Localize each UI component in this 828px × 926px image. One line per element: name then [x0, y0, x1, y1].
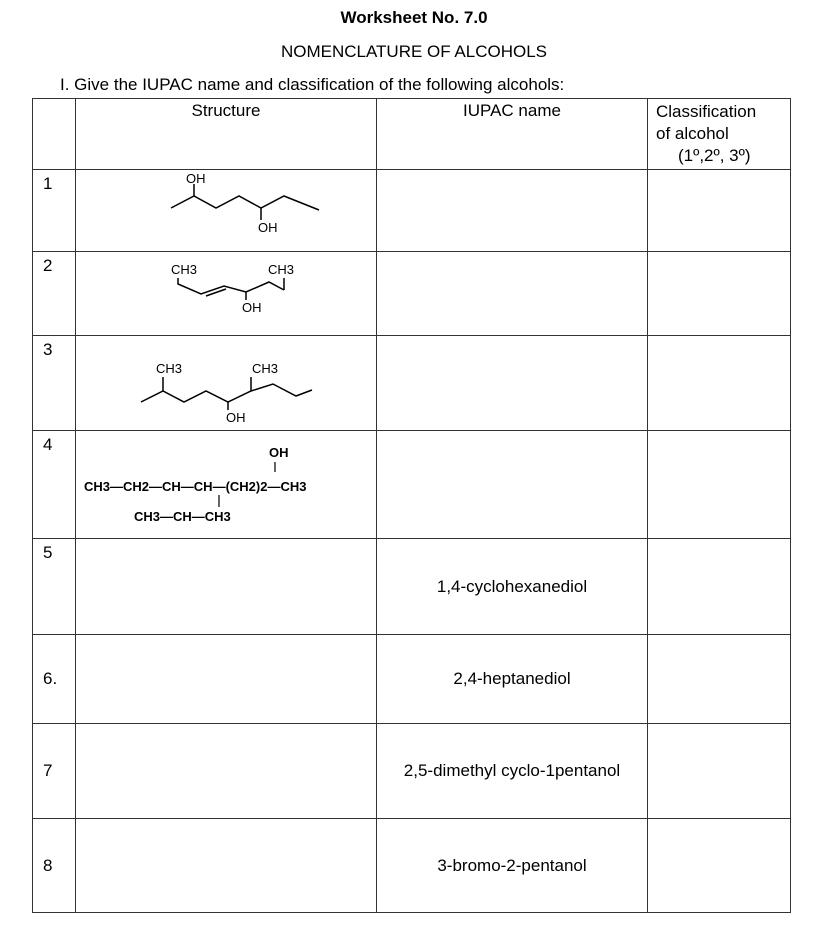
- worksheet-title: Worksheet No. 7.0: [340, 8, 488, 27]
- table-row: [33, 252, 791, 336]
- structure-cell: [76, 336, 377, 431]
- ch3-label: CH3: [252, 361, 279, 376]
- header-classification-line1: Classification: [656, 102, 757, 121]
- row-number: 2: [33, 252, 76, 336]
- classification-cell: [648, 336, 791, 431]
- table-row: [33, 170, 791, 252]
- structure-cell: [76, 539, 377, 635]
- table-row: [33, 431, 791, 539]
- row-number: 6.: [33, 635, 76, 724]
- classification-cell: [648, 539, 791, 635]
- ch3-label: CH3: [171, 262, 198, 277]
- table-row: [33, 539, 791, 635]
- iupac-name-cell: [377, 431, 648, 539]
- structure-3-drawing: [76, 336, 376, 425]
- structure-cell: [76, 724, 377, 819]
- iupac-name-cell: [377, 170, 648, 252]
- classification-cell: [648, 635, 791, 724]
- iupac-name-cell: [377, 336, 648, 431]
- ch3-label: CH3: [156, 361, 183, 376]
- iupac-name-cell: [377, 252, 648, 336]
- classification-cell: [648, 170, 791, 252]
- table-row: [33, 336, 791, 431]
- row-number: 5: [33, 539, 76, 635]
- row-number: 1: [33, 170, 76, 252]
- iupac-name-cell: 3-bromo-2-pentanol: [377, 819, 648, 913]
- header-iupac-name: IUPAC name: [377, 99, 648, 170]
- alcohol-table: [32, 98, 791, 913]
- row-number: 4: [33, 431, 76, 539]
- ch3-label: CH3: [268, 262, 295, 277]
- iupac-name-cell: 1,4-cyclohexanediol: [377, 539, 648, 635]
- structure-cell: [76, 252, 377, 336]
- header-row: [33, 99, 791, 170]
- instruction-text: I. Give the IUPAC name and classification of the following alcohols:: [60, 75, 565, 94]
- branch-formula: CH3—CH—CH3: [134, 509, 231, 524]
- oh-label: OH: [226, 410, 246, 425]
- header-classification-line3: (1º,2º, 3º): [678, 146, 751, 165]
- structure-cell: [76, 170, 377, 252]
- structure-cell: [76, 431, 377, 539]
- oh-label: OH: [242, 300, 262, 315]
- classification-cell: [648, 252, 791, 336]
- iupac-name-cell: 2,5-dimethyl cyclo-1pentanol: [377, 724, 648, 819]
- classification-cell: [648, 724, 791, 819]
- classification-cell: [648, 431, 791, 539]
- worksheet-subtitle: NOMENCLATURE OF ALCOHOLS: [280, 42, 548, 61]
- table-row: [33, 819, 791, 913]
- structure-2-drawing: [76, 252, 376, 330]
- table-row: [33, 724, 791, 819]
- structure-cell: [76, 635, 377, 724]
- table-row: [33, 635, 791, 724]
- oh-label: OH: [269, 445, 289, 460]
- oh-label: OH: [258, 220, 278, 235]
- main-chain-formula: CH3—CH2—CH—CH—(CH2)2—CH3: [84, 479, 307, 494]
- header-classification: [648, 99, 791, 170]
- row-number: 7: [33, 724, 76, 819]
- header-number-cell: [33, 99, 76, 170]
- row-number: 8: [33, 819, 76, 913]
- oh-label: OH: [186, 171, 206, 186]
- row-number: 3: [33, 336, 76, 431]
- structure-1-drawing: [76, 170, 376, 246]
- header-classification-line2: of alcohol: [656, 124, 729, 143]
- iupac-name-cell: 2,4-heptanediol: [377, 635, 648, 724]
- structure-cell: [76, 819, 377, 913]
- classification-cell: [648, 819, 791, 913]
- header-structure: Structure: [76, 99, 377, 170]
- structure-4-drawing: [76, 431, 376, 533]
